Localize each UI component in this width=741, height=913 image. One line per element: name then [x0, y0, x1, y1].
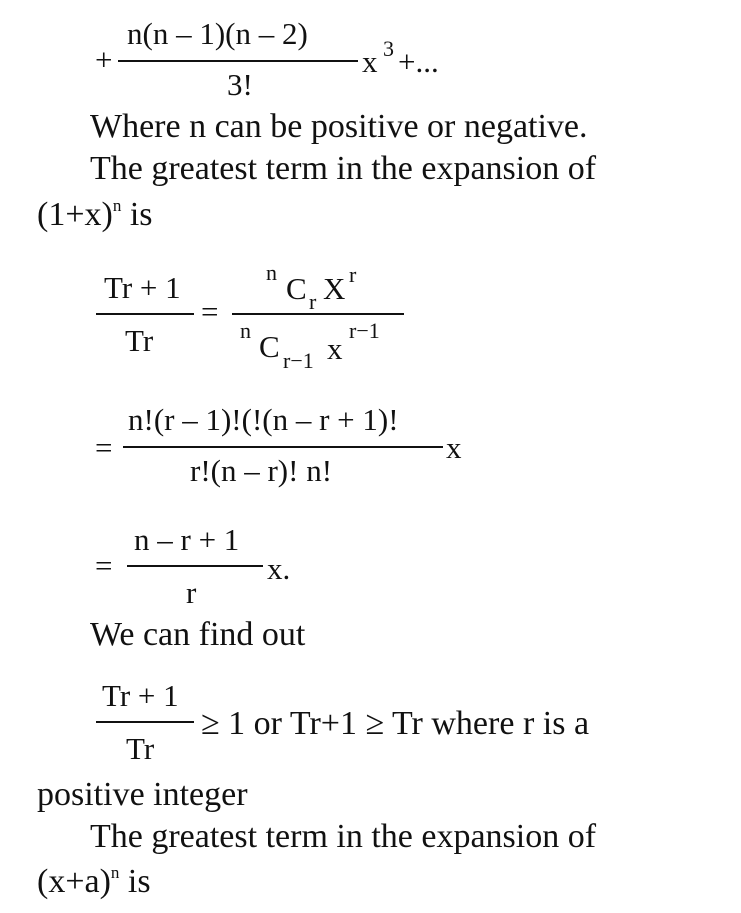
series-tail: +... [398, 44, 439, 79]
rhs-num-x: X [323, 271, 346, 306]
step2-fraction-bar [123, 446, 443, 448]
rhs-num-superscript: r [349, 262, 357, 287]
plus-sign: + [95, 42, 113, 77]
expression2-tail: is [119, 863, 151, 900]
step2-equals: = [95, 430, 113, 465]
series-denominator: 3! [227, 67, 253, 102]
rhs-den-x: x [327, 331, 343, 366]
text-line-greatest-term-2: The greatest term in the expansion of [90, 818, 597, 855]
step3-x: x. [267, 551, 291, 586]
rhs-den-prefix: n [240, 318, 251, 343]
text-line-find-out: We can find out [90, 616, 306, 653]
condition-numerator: Tr + 1 [102, 678, 179, 713]
text-line-positive-negative: Where n can be positive or negative. [90, 108, 588, 145]
ratio-lhs-fraction-bar [96, 313, 194, 315]
ratio-lhs-denominator: Tr [125, 323, 154, 358]
step3-equals: = [95, 548, 113, 583]
expression-base: (1+x) [37, 196, 113, 233]
condition-denominator: Tr [126, 731, 155, 766]
rhs-den-subscript: r−1 [283, 348, 314, 373]
step3-numerator: n – r + 1 [134, 522, 240, 557]
step3-denominator: r [186, 575, 197, 610]
ratio-lhs-numerator: Tr + 1 [104, 270, 181, 305]
expression-tail: is [121, 196, 153, 233]
series-numerator: n(n – 1)(n – 2) [127, 16, 308, 51]
expression2-base: (x+a) [37, 863, 111, 900]
condition-text: ≥ 1 or Tr+1 ≥ Tr where r is a [201, 705, 590, 742]
text-line-expansion-xa [37, 864, 151, 899]
step2-numerator: n!(r – 1)!(!(n – r + 1)! [128, 402, 399, 437]
text-line-greatest-term: The greatest term in the expansion of [90, 150, 597, 187]
step3-fraction-bar [127, 565, 263, 567]
expression-power: n [112, 196, 122, 215]
series-power: 3 [383, 36, 394, 61]
rhs-den-c: C [259, 329, 280, 364]
rhs-num-subscript: r [309, 289, 317, 314]
expression2-power: n [110, 863, 120, 882]
condition-fraction-bar [96, 721, 194, 723]
text-line-expansion-1x [37, 197, 153, 232]
series-x: x [362, 44, 378, 79]
series-fraction-bar [118, 60, 358, 62]
text-line-positive-integer: positive integer [37, 776, 248, 813]
ratio-rhs-fraction-bar [232, 313, 404, 315]
rhs-num-prefix: n [266, 260, 277, 285]
rhs-den-superscript: r−1 [349, 318, 380, 343]
step2-denominator: r!(n – r)! n! [190, 453, 333, 488]
rhs-num-c: C [286, 271, 307, 306]
ratio-equals: = [201, 294, 219, 329]
step2-x: x [446, 430, 462, 465]
